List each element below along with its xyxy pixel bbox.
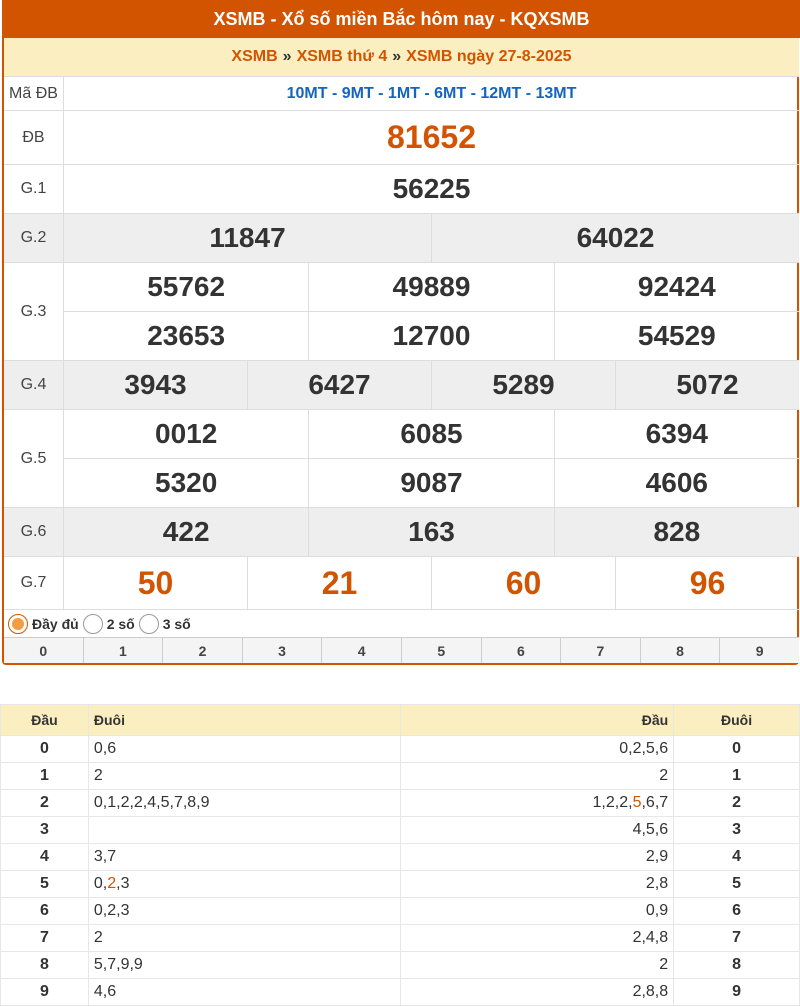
head-list: 2,8,8 <box>400 979 674 1006</box>
radio-selected-icon[interactable] <box>8 614 28 634</box>
tail-list-part: 0, <box>93 875 108 892</box>
highlighted-number: 2 <box>107 875 117 892</box>
prize-number: 6394 <box>554 410 799 458</box>
display-options <box>4 609 799 637</box>
head-list: 0,2,5,6 <box>400 736 674 763</box>
tail-list: 3,7 <box>88 844 400 871</box>
prize-number: 4606 <box>554 459 799 507</box>
row-g2 <box>4 213 799 262</box>
digit-filter-9[interactable]: 9 <box>719 638 799 663</box>
digit-filter-bar <box>4 637 799 663</box>
prize-number: 5289 <box>431 361 615 409</box>
head-list: 2,9 <box>400 844 674 871</box>
prize-number: 64022 <box>431 214 799 262</box>
head-list: 0,9 <box>400 898 674 925</box>
prize-number: 9087 <box>308 459 553 507</box>
header-dau: Đầu <box>1 705 89 736</box>
special-codes: 10MT - 9MT - 1MT - 6MT - 12MT - 13MT <box>286 84 577 102</box>
header-duoi: Đuôi <box>88 705 400 736</box>
tail-digit: 3 <box>674 817 800 844</box>
prize-number: 163 <box>308 508 553 556</box>
prize-number: 5320 <box>155 467 218 498</box>
table-row <box>1 790 800 817</box>
head-digit: 7 <box>1 925 89 952</box>
table-row <box>1 736 800 763</box>
prize-number: 5072 <box>615 361 799 409</box>
option-2-digits[interactable] <box>83 614 135 634</box>
loto-header-row <box>1 705 800 736</box>
breadcrumb-weekday[interactable]: XSMB thứ 4 <box>296 48 388 65</box>
prize-number: 21 <box>247 557 431 609</box>
digit-filter-2[interactable]: 2 <box>162 638 242 663</box>
breadcrumb-separator: » <box>282 48 292 65</box>
prize-number: 422 <box>162 516 210 547</box>
row-label: ĐB <box>4 111 64 164</box>
head-digit: 4 <box>1 844 89 871</box>
row-g4 <box>4 360 799 409</box>
row-label: G.6 <box>4 508 64 556</box>
tail-digit: 6 <box>674 898 800 925</box>
head-list <box>400 790 674 817</box>
row-g5 <box>4 409 799 507</box>
row-g6 <box>4 507 799 556</box>
prize-number: 96 <box>615 557 799 609</box>
tail-digit: 2 <box>674 790 800 817</box>
head-list: 2 <box>400 952 674 979</box>
table-row <box>1 979 800 1006</box>
row-label: Mã ĐB <box>4 77 64 110</box>
row-label: G.5 <box>4 410 64 507</box>
head-digit: 3 <box>1 817 89 844</box>
prize-number: 0012 <box>155 418 218 449</box>
breadcrumb-date[interactable]: XSMB ngày 27-8-2025 <box>406 48 572 65</box>
prize-number: 55762 <box>147 271 226 302</box>
prize-number: 60 <box>431 557 615 609</box>
row-g1 <box>4 164 799 213</box>
tail-digit: 1 <box>674 763 800 790</box>
table-row <box>1 844 800 871</box>
option-full[interactable] <box>8 614 79 634</box>
highlighted-number: 5 <box>632 794 642 811</box>
head-list: 2 <box>400 763 674 790</box>
table-row <box>1 871 800 898</box>
head-list: 2,4,8 <box>400 925 674 952</box>
results-panel <box>2 0 799 665</box>
prize-number: 6085 <box>308 410 553 458</box>
tail-list <box>88 817 400 844</box>
tail-list: 5,7,9,9 <box>88 952 400 979</box>
row-g7 <box>4 556 799 609</box>
breadcrumb <box>4 38 799 76</box>
row-g3 <box>4 262 799 360</box>
tail-digit: 0 <box>674 736 800 763</box>
tail-list-part: ,3 <box>116 875 130 892</box>
head-digit: 5 <box>1 871 89 898</box>
row-label: G.7 <box>4 557 64 609</box>
row-label: G.2 <box>4 214 64 262</box>
breadcrumb-separator: » <box>392 48 402 65</box>
tail-list: 4,6 <box>88 979 400 1006</box>
row-label: G.1 <box>4 165 64 213</box>
prize-number: 50 <box>137 564 174 601</box>
tail-list: 0,1,2,2,4,5,7,8,9 <box>88 790 400 817</box>
head-list-part: ,6,7 <box>641 794 669 811</box>
prize-number: 11847 <box>209 222 286 253</box>
tail-digit: 8 <box>674 952 800 979</box>
prize-number: 56225 <box>392 173 471 204</box>
radio-icon[interactable] <box>139 614 159 634</box>
table-row <box>1 898 800 925</box>
option-3-digits[interactable] <box>139 614 191 634</box>
row-label: G.3 <box>4 263 64 360</box>
header-dau: Đầu <box>400 705 674 736</box>
digit-filter-0[interactable]: 0 <box>39 642 48 659</box>
tail-digit: 9 <box>674 979 800 1006</box>
row-special-prize <box>4 110 799 164</box>
tail-digit: 7 <box>674 925 800 952</box>
table-row <box>1 763 800 790</box>
head-digit: 0 <box>1 736 89 763</box>
row-ma-db <box>4 76 799 110</box>
tail-digit: 5 <box>674 871 800 898</box>
tail-list <box>88 871 400 898</box>
prize-number: 3943 <box>124 369 187 400</box>
row-label: G.4 <box>4 361 64 409</box>
special-prize-number: 81652 <box>387 119 476 155</box>
prize-number: 92424 <box>554 263 799 311</box>
table-row <box>1 925 800 952</box>
table-row <box>1 817 800 844</box>
prize-number: 23653 <box>147 320 226 351</box>
digit-filter-8[interactable]: 8 <box>640 638 720 663</box>
prize-number: 12700 <box>308 312 553 360</box>
table-row <box>1 952 800 979</box>
prize-number: 6427 <box>247 361 431 409</box>
head-digit: 2 <box>1 790 89 817</box>
option-label: Đầy đủ <box>32 615 79 632</box>
tail-list: 0,2,3 <box>88 898 400 925</box>
head-digit: 1 <box>1 763 89 790</box>
head-list: 4,5,6 <box>400 817 674 844</box>
digit-filter-5[interactable]: 5 <box>401 638 481 663</box>
digit-filter-1[interactable]: 1 <box>83 638 163 663</box>
head-digit: 6 <box>1 898 89 925</box>
head-digit: 8 <box>1 952 89 979</box>
option-label: 3 số <box>162 615 191 632</box>
tail-list: 2 <box>88 763 400 790</box>
loto-table <box>0 704 800 1006</box>
head-list-part: 1,2,2, <box>592 794 633 811</box>
prize-number: 828 <box>554 508 799 556</box>
digit-filter-7[interactable]: 7 <box>560 638 640 663</box>
header-duoi: Đuôi <box>674 705 800 736</box>
tail-list: 2 <box>88 925 400 952</box>
radio-icon[interactable] <box>83 614 103 634</box>
prize-number: 49889 <box>308 263 553 311</box>
head-digit: 9 <box>1 979 89 1006</box>
option-label: 2 số <box>106 615 135 632</box>
digit-filter-3[interactable]: 3 <box>242 638 322 663</box>
page-title: XSMB - Xổ số miền Bắc hôm nay - KQXSMB <box>2 0 800 38</box>
breadcrumb-xsmb[interactable]: XSMB <box>231 48 278 65</box>
tail-list: 0,6 <box>88 736 400 763</box>
tail-digit: 4 <box>674 844 800 871</box>
digit-filter-6[interactable]: 6 <box>481 638 561 663</box>
head-list: 2,8 <box>400 871 674 898</box>
digit-filter-4[interactable]: 4 <box>321 638 401 663</box>
prize-number: 54529 <box>554 312 799 360</box>
